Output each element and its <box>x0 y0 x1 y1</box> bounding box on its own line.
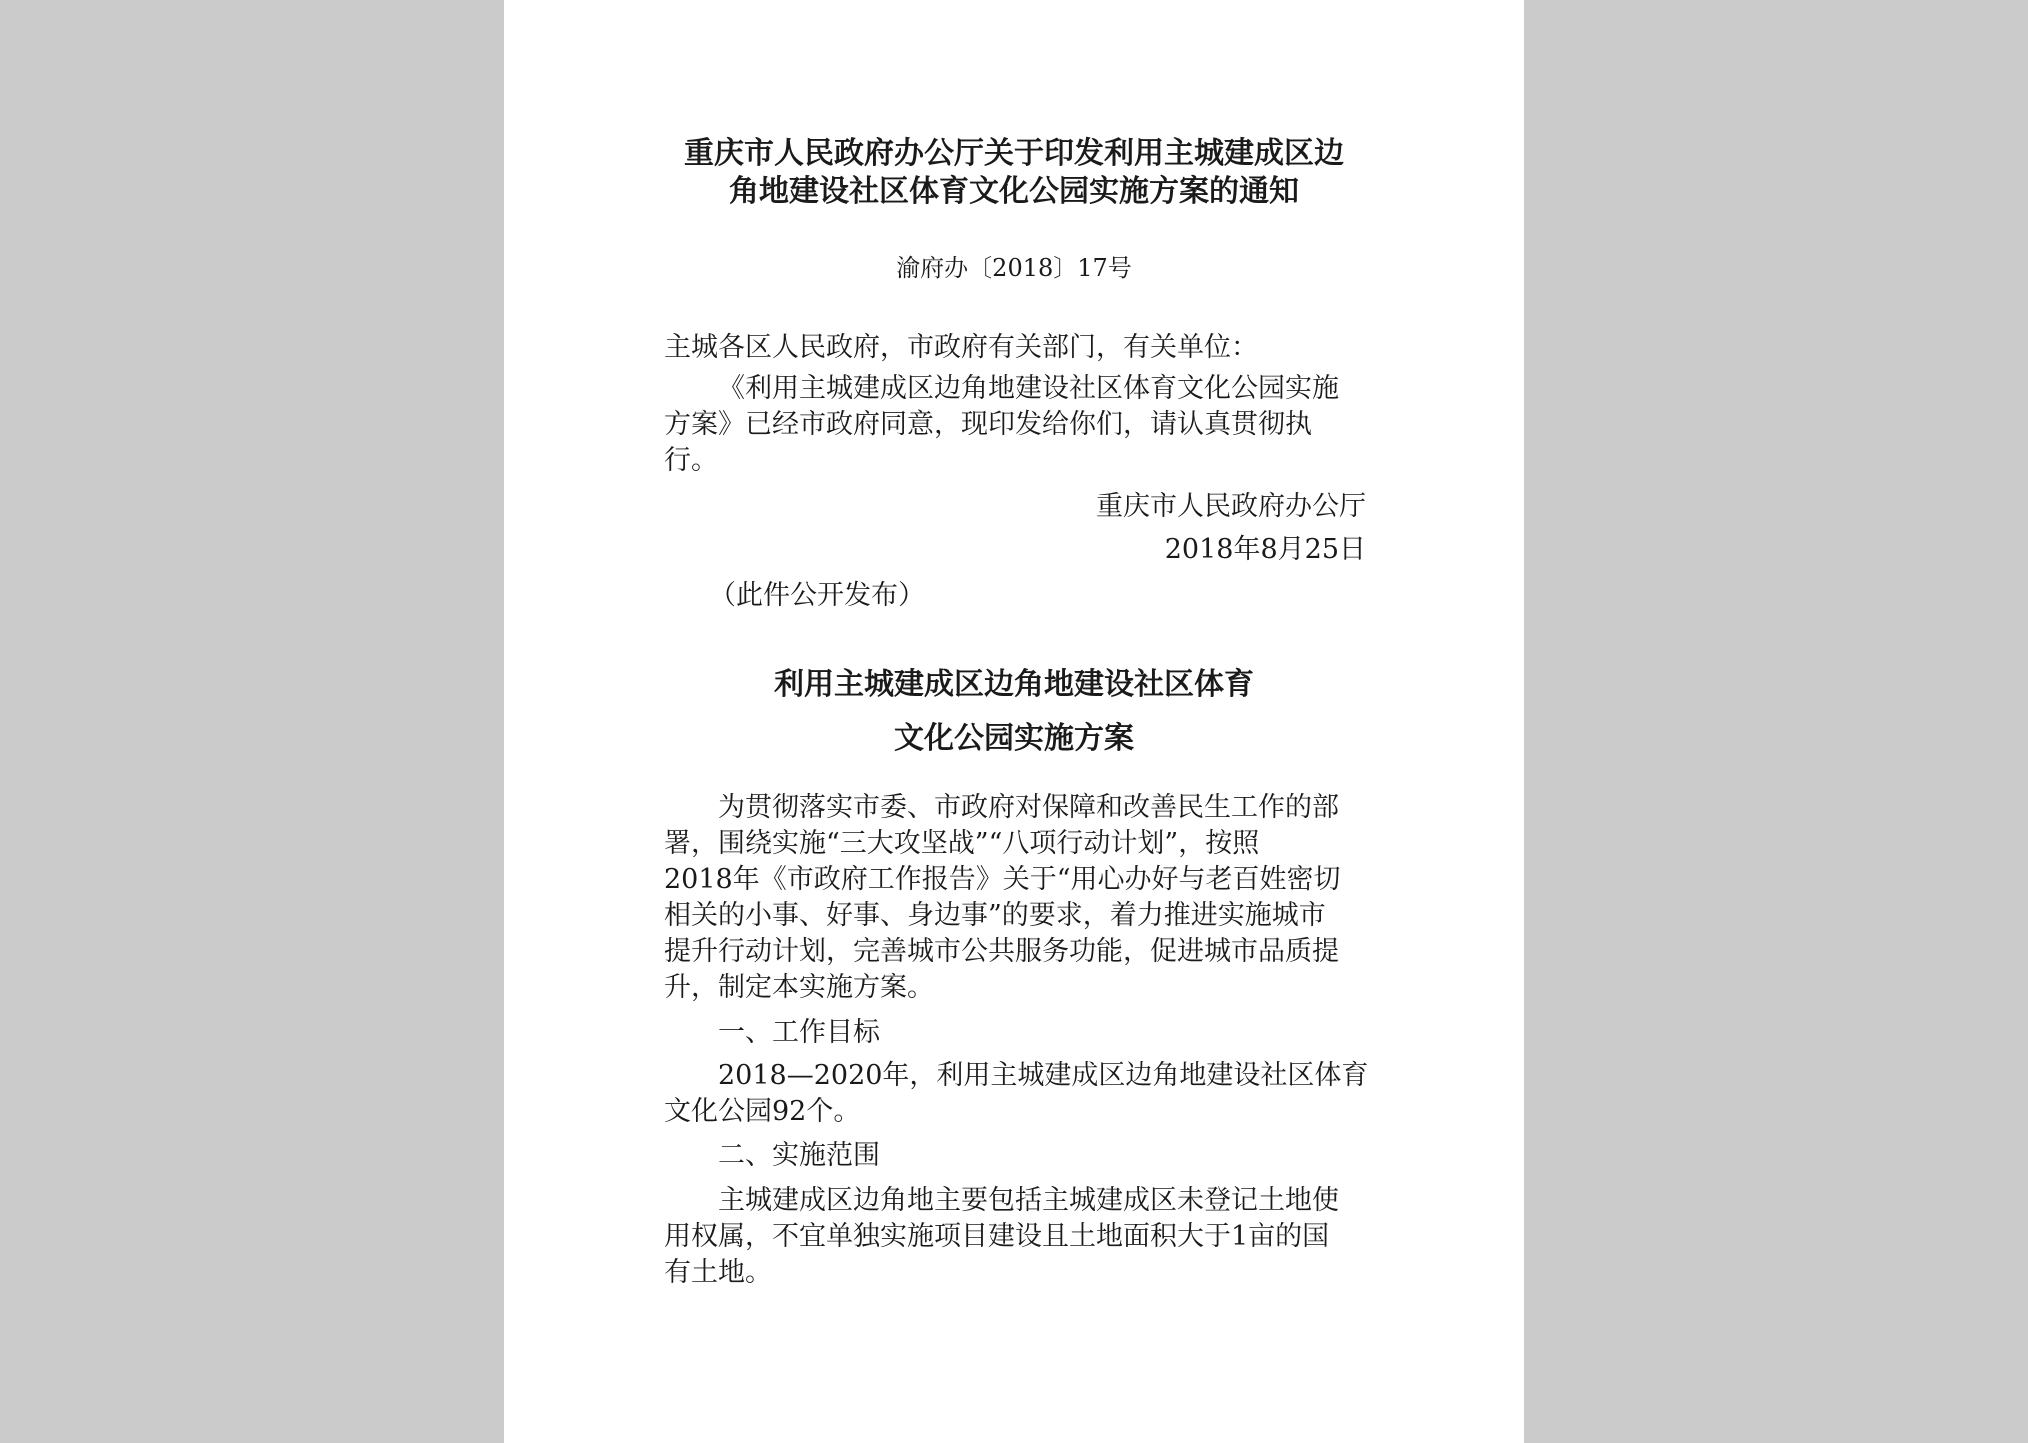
addressee: 主城各区人民政府，市政府有关部门，有关单位： <box>664 332 1258 363</box>
plan-intro-line: 2018年《市政府工作报告》关于“用心办好与老百姓密切 <box>664 864 1341 895</box>
section-goals-line: 文化公园92个。 <box>664 1096 861 1127</box>
section-scope-line: 用权属，不宜单独实施项目建设且土地面积大于1亩的国 <box>664 1221 1330 1252</box>
notice-title-line: 重庆市人民政府办公厅关于印发利用主城建成区边 <box>684 136 1344 171</box>
plan-title-line: 文化公园实施方案 <box>894 721 1134 756</box>
plan-title <box>504 658 1524 766</box>
section-heading-scope: 二、实施范围 <box>718 1140 880 1171</box>
section-scope-line: 主城建成区边角地主要包括主城建成区未登记土地使 <box>718 1185 1339 1216</box>
section-scope-body <box>664 1183 1339 1291</box>
issue-date: 2018年8月25日 <box>1164 534 1366 565</box>
disclosure-note: （此件公开发布） <box>709 580 925 611</box>
notice-body <box>664 371 1339 479</box>
notice-body-line: 《利用主城建成区边角地建设社区体育文化公园实施 <box>718 373 1339 404</box>
plan-intro <box>664 790 1341 1006</box>
section-heading-goals: 一、工作目标 <box>718 1017 880 1048</box>
section-goals-line: 2018—2020年，利用主城建成区边角地建设社区体育 <box>718 1060 1369 1091</box>
plan-intro-line: 署，围绕实施“三大攻坚战”“八项行动计划”，按照 <box>664 828 1260 859</box>
plan-title-line: 利用主城建成区边角地建设社区体育 <box>774 667 1254 702</box>
plan-intro-line: 为贯彻落实市委、市政府对保障和改善民生工作的部 <box>718 792 1339 823</box>
notice-body-line: 方案》已经市政府同意，现印发给你们，请认真贯彻执 <box>664 409 1312 440</box>
plan-intro-line: 提升行动计划，完善城市公共服务功能，促进城市品质提 <box>664 936 1339 967</box>
notice-title-line: 角地建设社区体育文化公园实施方案的通知 <box>729 174 1299 209</box>
section-scope-line: 有土地。 <box>664 1257 772 1288</box>
plan-intro-line: 升，制定本实施方案。 <box>664 972 934 1003</box>
plan-intro-line: 相关的小事、好事、身边事”的要求，着力推进实施城市 <box>664 900 1326 931</box>
notice-title <box>664 135 1364 211</box>
notice-body-line: 行。 <box>664 445 718 476</box>
document-page <box>504 0 1524 1443</box>
doc-number: 渝府办〔2018〕17号 <box>896 254 1132 282</box>
section-goals-body <box>664 1058 1368 1130</box>
issuer: 重庆市人民政府办公厅 <box>1096 491 1366 522</box>
